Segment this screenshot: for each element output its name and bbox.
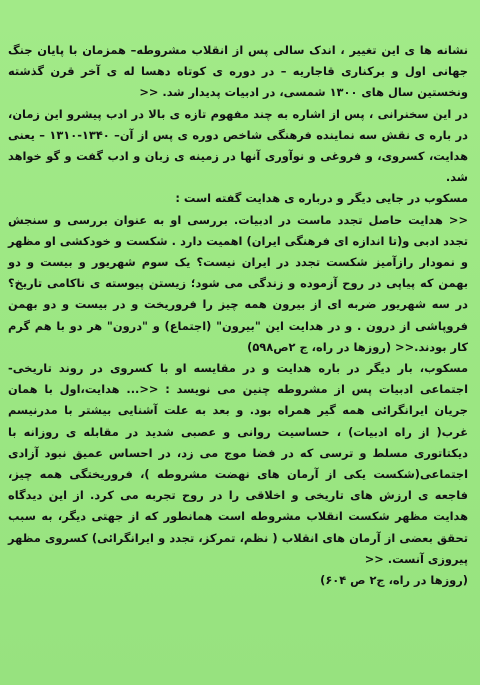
citation: (روزها در راه، ج۲ ص ۶۰۴) [320, 573, 468, 588]
body-text [8, 40, 468, 591]
paragraph-meskoob-intro: مسکوب در جایی دیگر و درباره ی هدایت گفته است : [175, 191, 468, 206]
paragraph-hedayat-quote: << هدایت حاصل تجدد ماست در ادبیات. بررسی او به عنوان بررسی و سنجش تجدد ادبی و(تا اندازه ای فرهنگی ایران) اهمیت دارد . شکست و خودکشی او مظهر و نمودار رازآمیز شکست تجدد در ایران نیست؟ یک سوم شهریور و بیست و دو بهمن که پیاپی در روح آزموده و زندگی می شود؛ زیستن پیوسته ی ناکامی تاریخ؟ در سه شهریور ضربه ای از بیرون همه چیز را فروریخت و در بیست و دو بهمن فروپاشی از درون . و در هدایت این "بیرون" (اجتماع) و "درون" هر دو با هم گرم کار بودند.<< (روزها در راه، ج ۲ص۵۹۸) [8, 212, 468, 354]
paragraph-hedayat-kasravi: مسکوب، بار دیگر در باره هدایت و در مقایسه او با کسروی در روند تاریخی- اجتماعی ادبیات پس از مشروطه چنین می نویسد : <<... هدایت،اول با همان جریان ایرانگرائی همه گیر همراه بود. و بعد به علت آشنایی بیشتر با مدرنیسم غرب( از راه ادبیات) ، حساسیت روانی و عصبی شدید در مقابله ی روزانه با دیکتاتوری مسلط و ترسی که در فضا موج می زد، در احساس عمیق نبود آزادی اجتماعی(شکست یکی از آرمان های نهضت مشروطه )، فروریختگی همه چیز، فاجعه ی ارزش های تاریخی و اخلاقی را در روح تجربه می کرد. از این دیدگاه هدایت مظهر شکست انقلاب مشروطه است همانطور که از جهتی دیگر، به سبب تحقق بعضی از آرمان های انقلاب ( نظم، تمرکز، تجدد و ایرانگرائی) کسروی مظهر پیروزی آنست. << [8, 361, 468, 566]
paragraph-intro: نشانه ها ی این تغییر ، اندک سالی پس از انقلاب مشروطه– همزمان با پایان جنگ جهانی اول و برکناری قاجاریه – در دوره ی کوتاه دهسا له ی آخر قرن گذشته ونخستین سال های ۱۳۰۰ شمسی، در ادبیات پدیدار شد. << [8, 43, 468, 100]
paragraph-lecture: در این سخنرانی ، پس از اشاره به چند مفهوم تازه ی بالا در ادب پیشرو این زمان، در باره ی نقش سه نماینده فرهنگی شاخص دوره ی پس از آن– ۱۳۴۰-۱۳۱۰ – یعنی هدایت، کسروی، و فروغی و نوآوری آنها در زمینه ی زبان و ادب گفت و گو خواهد شد. [8, 106, 468, 185]
